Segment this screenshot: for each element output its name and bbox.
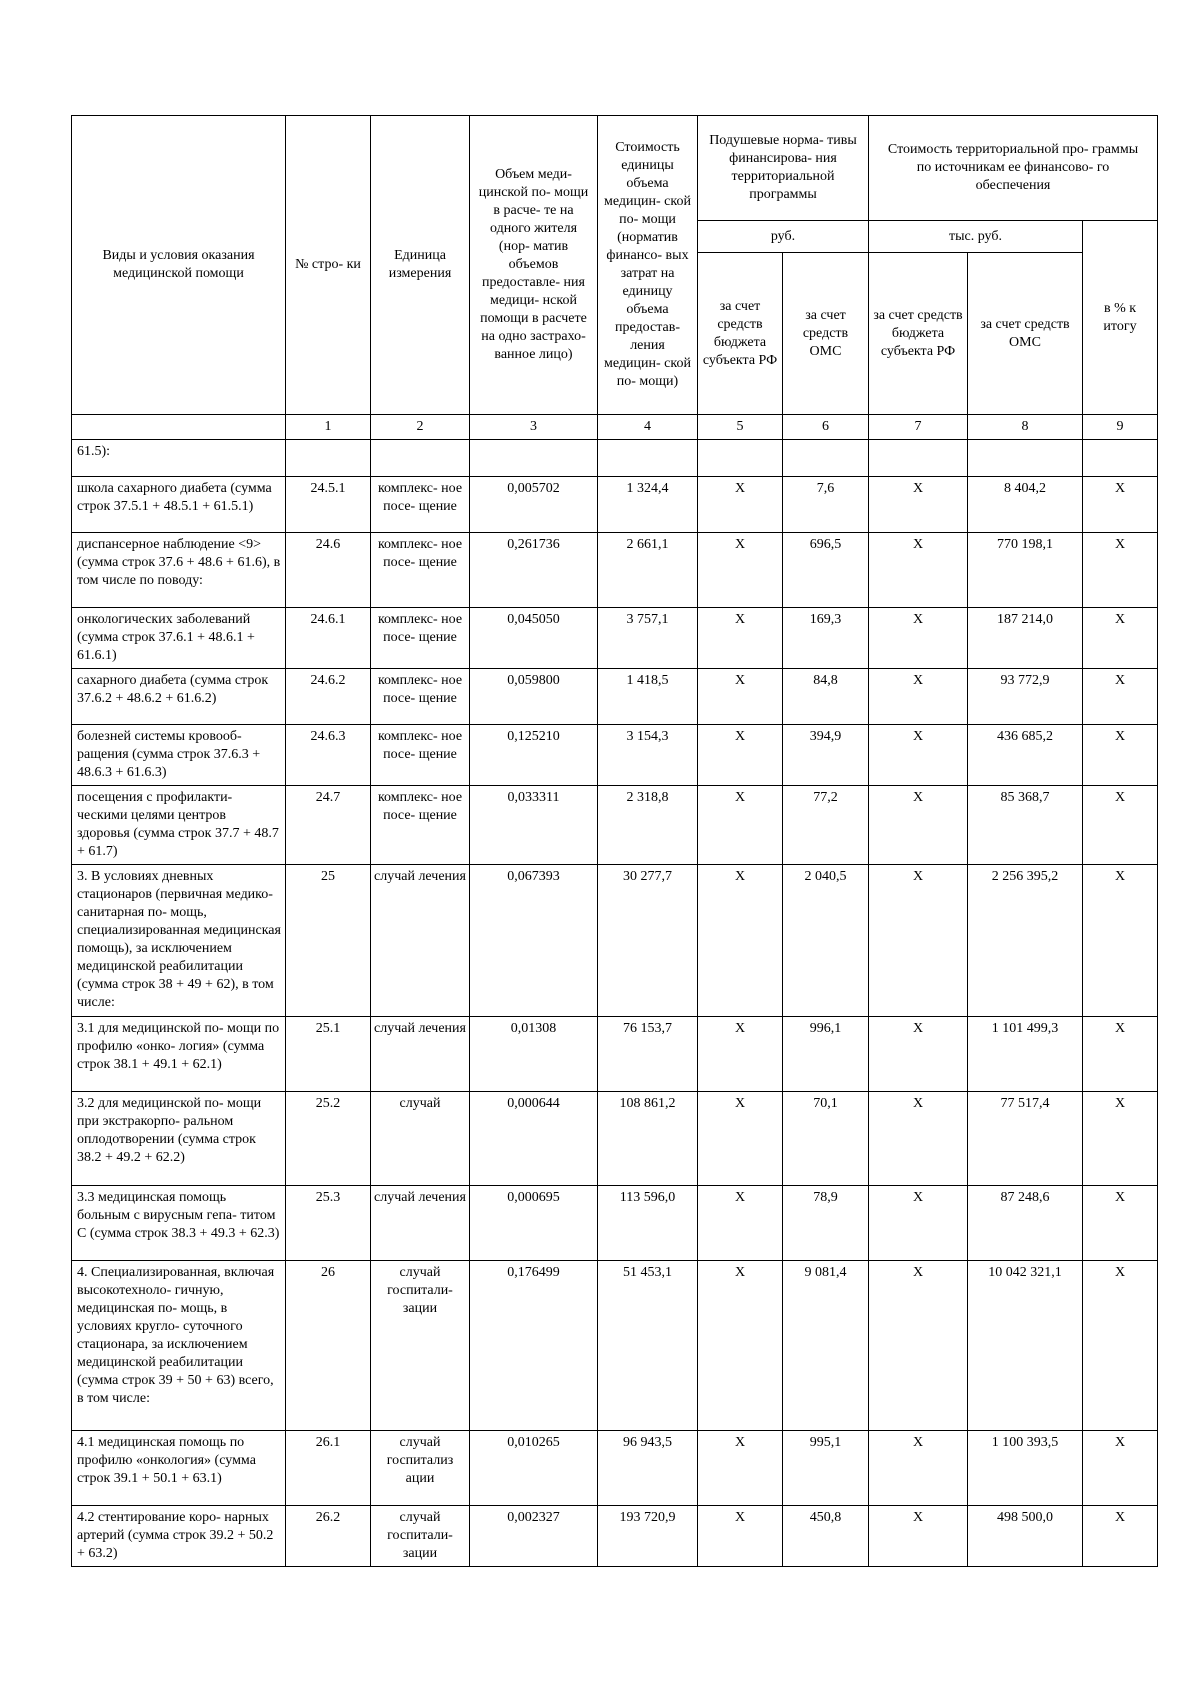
row-total-oms-cell: 87 248,6 <box>968 1186 1083 1261</box>
row-name-cell: 3. В условиях дневных стационаров (первичная медико-санитарная по- мощь, специализированная медицинская помощь), за исключением медицинской реабилитации (сумма строк 38 + 49 + 62), в том числе: <box>72 865 286 1017</box>
header-unit-rub: руб. <box>698 221 869 253</box>
table-row <box>72 1261 1158 1431</box>
row-name-cell: диспансерное наблюдение <9> (сумма строк 37.6 + 48.6 + 61.6), в том числе по поводу: <box>72 533 286 608</box>
row-unit-cell: комплекс- ное посе- щение <box>371 608 470 669</box>
row-volume-cell: 0,033311 <box>470 786 598 865</box>
column-number-cell: 6 <box>783 415 869 440</box>
row-total-budget-cell <box>869 440 968 477</box>
row-name-cell: 61.5): <box>72 440 286 477</box>
row-cost-cell: 96 943,5 <box>598 1431 698 1506</box>
row-percent-cell: Х <box>1083 1261 1158 1431</box>
row-total-oms-cell: 85 368,7 <box>968 786 1083 865</box>
column-number-cell: 4 <box>598 415 698 440</box>
row-percap-budget-cell: Х <box>698 533 783 608</box>
row-line-cell: 24.5.1 <box>286 477 371 533</box>
row-total-oms-cell: 498 500,0 <box>968 1506 1083 1567</box>
row-percap-budget-cell: Х <box>698 1186 783 1261</box>
row-volume-cell: 0,261736 <box>470 533 598 608</box>
row-total-budget-cell: Х <box>869 533 968 608</box>
column-number-cell: 8 <box>968 415 1083 440</box>
row-volume-cell: 0,067393 <box>470 865 598 1017</box>
row-percap-oms-cell: 9 081,4 <box>783 1261 869 1431</box>
row-total-budget-cell: Х <box>869 608 968 669</box>
row-total-oms-cell: 436 685,2 <box>968 725 1083 786</box>
column-number-cell: 9 <box>1083 415 1158 440</box>
row-total-budget-cell: Х <box>869 1431 968 1506</box>
row-total-budget-cell: Х <box>869 865 968 1017</box>
row-total-oms-cell: 77 517,4 <box>968 1092 1083 1186</box>
row-percap-budget-cell: Х <box>698 865 783 1017</box>
row-total-oms-cell: 1 100 393,5 <box>968 1431 1083 1506</box>
row-percap-budget-cell <box>698 440 783 477</box>
row-line-cell: 25 <box>286 865 371 1017</box>
header-volume: Объем меди- цинской по- мощи в расче- те на одного жителя (нор- матив объемов предоставле- ния медици- нской помощи в расчете на одно застрахо- ванное лицо) <box>470 116 598 415</box>
row-line-cell: 26.2 <box>286 1506 371 1567</box>
row-cost-cell: 1 418,5 <box>598 669 698 725</box>
row-percap-oms-cell: 696,5 <box>783 533 869 608</box>
row-percent-cell: Х <box>1083 865 1158 1017</box>
row-line-cell: 26 <box>286 1261 371 1431</box>
row-unit-cell: случай лечения <box>371 865 470 1017</box>
row-percent-cell <box>1083 440 1158 477</box>
row-percap-budget-cell: Х <box>698 1506 783 1567</box>
row-volume-cell: 0,01308 <box>470 1017 598 1092</box>
row-unit-cell: случай <box>371 1092 470 1186</box>
row-total-oms-cell: 93 772,9 <box>968 669 1083 725</box>
column-number-cell: 3 <box>470 415 598 440</box>
column-number-cell: 1 <box>286 415 371 440</box>
row-cost-cell: 76 153,7 <box>598 1017 698 1092</box>
row-unit-cell: случай лечения <box>371 1186 470 1261</box>
row-total-budget-cell: Х <box>869 477 968 533</box>
row-percent-cell: Х <box>1083 608 1158 669</box>
row-name-cell: сахарного диабета (сумма строк 37.6.2 + 48.6.2 + 61.6.2) <box>72 669 286 725</box>
table-body <box>72 415 1158 1567</box>
row-volume-cell <box>470 440 598 477</box>
row-percent-cell: Х <box>1083 669 1158 725</box>
row-volume-cell: 0,125210 <box>470 725 598 786</box>
row-cost-cell: 30 277,7 <box>598 865 698 1017</box>
row-percap-oms-cell: 394,9 <box>783 725 869 786</box>
header-percap-budget: за счет средств бюджета субъекта РФ <box>698 253 783 415</box>
row-line-cell: 25.1 <box>286 1017 371 1092</box>
row-percap-oms-cell: 78,9 <box>783 1186 869 1261</box>
financing-table <box>71 115 1158 1567</box>
row-line-cell: 24.6.3 <box>286 725 371 786</box>
row-name-cell: 4.1 медицинская помощь по профилю «онкология» (сумма строк 39.1 + 50.1 + 63.1) <box>72 1431 286 1506</box>
row-cost-cell: 3 757,1 <box>598 608 698 669</box>
row-line-cell: 26.1 <box>286 1431 371 1506</box>
row-total-budget-cell: Х <box>869 1506 968 1567</box>
row-percent-cell: Х <box>1083 1017 1158 1092</box>
table-row <box>72 1506 1158 1567</box>
row-name-cell: 4. Специализированная, включая высокотехноло- гичную, медицинская по- мощь, в условиях кругло- суточного стационара, за исключением медицинской реабилитации (сумма строк 39 + 50 + 63) всего, в том числе: <box>72 1261 286 1431</box>
row-volume-cell: 0,045050 <box>470 608 598 669</box>
row-line-cell: 24.6.2 <box>286 669 371 725</box>
row-percap-oms-cell: 169,3 <box>783 608 869 669</box>
row-cost-cell: 2 318,8 <box>598 786 698 865</box>
row-percap-budget-cell: Х <box>698 669 783 725</box>
row-total-budget-cell: Х <box>869 725 968 786</box>
table-row <box>72 477 1158 533</box>
row-percent-cell: Х <box>1083 786 1158 865</box>
row-total-budget-cell: Х <box>869 1092 968 1186</box>
row-volume-cell: 0,000695 <box>470 1186 598 1261</box>
row-line-cell: 25.2 <box>286 1092 371 1186</box>
header-unit-thousand-rub: тыс. руб. <box>869 221 1083 253</box>
table-row <box>72 533 1158 608</box>
row-unit-cell: комплекс- ное посе- щение <box>371 725 470 786</box>
row-cost-cell: 113 596,0 <box>598 1186 698 1261</box>
row-total-oms-cell: 10 042 321,1 <box>968 1261 1083 1431</box>
table-row <box>72 669 1158 725</box>
row-total-oms-cell: 770 198,1 <box>968 533 1083 608</box>
row-percent-cell: Х <box>1083 1186 1158 1261</box>
row-total-budget-cell: Х <box>869 669 968 725</box>
row-volume-cell: 0,176499 <box>470 1261 598 1431</box>
row-percap-budget-cell: Х <box>698 1092 783 1186</box>
row-name-cell: 3.1 для медицинской по- мощи по профилю «онко- логия» (сумма строк 38.1 + 49.1 + 62.1) <box>72 1017 286 1092</box>
row-name-cell: 3.3 медицинская помощь больным с вирусным гепа- титом С (сумма строк 38.3 + 49.3 + 62.3) <box>72 1186 286 1261</box>
row-cost-cell: 51 453,1 <box>598 1261 698 1431</box>
table-row <box>72 786 1158 865</box>
row-total-budget-cell: Х <box>869 1017 968 1092</box>
row-percap-oms-cell: 450,8 <box>783 1506 869 1567</box>
row-percent-cell: Х <box>1083 1092 1158 1186</box>
header-total-budget: за счет средств бюджета субъекта РФ <box>869 253 968 415</box>
row-percap-budget-cell: Х <box>698 608 783 669</box>
table-row <box>72 1186 1158 1261</box>
table-row <box>72 1092 1158 1186</box>
row-unit-cell <box>371 440 470 477</box>
row-percap-oms-cell: 2 040,5 <box>783 865 869 1017</box>
table-row <box>72 865 1158 1017</box>
row-percent-cell: Х <box>1083 1506 1158 1567</box>
row-volume-cell: 0,059800 <box>470 669 598 725</box>
row-total-oms-cell: 8 404,2 <box>968 477 1083 533</box>
header-percent-of-total: в % к итогу <box>1083 221 1158 415</box>
row-unit-cell: случай госпитали- зации <box>371 1506 470 1567</box>
row-volume-cell: 0,000644 <box>470 1092 598 1186</box>
table-row <box>72 440 1158 477</box>
column-number-cell: 2 <box>371 415 470 440</box>
row-total-oms-cell: 2 256 395,2 <box>968 865 1083 1017</box>
row-percap-budget-cell: Х <box>698 1261 783 1431</box>
row-line-cell: 24.7 <box>286 786 371 865</box>
row-cost-cell: 193 720,9 <box>598 1506 698 1567</box>
row-total-oms-cell: 187 214,0 <box>968 608 1083 669</box>
row-percent-cell: Х <box>1083 533 1158 608</box>
row-percent-cell: Х <box>1083 1431 1158 1506</box>
row-volume-cell: 0,005702 <box>470 477 598 533</box>
header-unit: Единица измерения <box>371 116 470 415</box>
row-name-cell: болезней системы кровооб- ращения (сумма строк 37.6.3 + 48.6.3 + 61.6.3) <box>72 725 286 786</box>
row-volume-cell: 0,010265 <box>470 1431 598 1506</box>
row-line-cell <box>286 440 371 477</box>
row-percap-oms-cell: 7,6 <box>783 477 869 533</box>
table-row <box>72 608 1158 669</box>
row-unit-cell: случай госпитализ ации <box>371 1431 470 1506</box>
row-volume-cell: 0,002327 <box>470 1506 598 1567</box>
column-number-row <box>72 415 1158 440</box>
row-percap-budget-cell: Х <box>698 477 783 533</box>
row-name-cell: посещения с профилакти- ческими целями центров здоровья (сумма строк 37.7 + 48.7 + 61.7) <box>72 786 286 865</box>
row-total-oms-cell: 1 101 499,3 <box>968 1017 1083 1092</box>
row-percap-oms-cell: 995,1 <box>783 1431 869 1506</box>
row-unit-cell: случай госпитали- зации <box>371 1261 470 1431</box>
row-percap-oms-cell: 70,1 <box>783 1092 869 1186</box>
row-total-budget-cell: Х <box>869 786 968 865</box>
column-number-cell: 5 <box>698 415 783 440</box>
row-percent-cell: Х <box>1083 725 1158 786</box>
row-percap-budget-cell: Х <box>698 1431 783 1506</box>
row-name-cell: 3.2 для медицинской по- мощи при экстракорпо- ральном оплодотворении (сумма строк 38.2 + 49.2 + 62.2) <box>72 1092 286 1186</box>
row-name-cell: школа сахарного диабета (сумма строк 37.5.1 + 48.5.1 + 61.5.1) <box>72 477 286 533</box>
table-row <box>72 1431 1158 1506</box>
row-percap-oms-cell: 77,2 <box>783 786 869 865</box>
row-unit-cell: комплекс- ное посе- щение <box>371 533 470 608</box>
table-header <box>72 116 1158 415</box>
row-cost-cell: 3 154,3 <box>598 725 698 786</box>
header-total-cost-group: Стоимость территориальной про- граммы по источникам ее финансово- го обеспечения <box>869 116 1158 221</box>
header-percap-oms: за счет средств ОМС <box>783 253 869 415</box>
row-total-budget-cell: Х <box>869 1186 968 1261</box>
row-cost-cell: 108 861,2 <box>598 1092 698 1186</box>
row-unit-cell: комплекс- ное посе- щение <box>371 669 470 725</box>
header-unit-cost: Стоимость единицы объема медицин- ской по- мощи (норматив финансо- вых затрат на единицу объема предостав- ления медицин- ской по- мощи) <box>598 116 698 415</box>
row-name-cell: онкологических заболеваний (сумма строк 37.6.1 + 48.6.1 + 61.6.1) <box>72 608 286 669</box>
row-percap-oms-cell: 996,1 <box>783 1017 869 1092</box>
row-line-cell: 24.6.1 <box>286 608 371 669</box>
row-line-cell: 25.3 <box>286 1186 371 1261</box>
row-percap-oms-cell: 84,8 <box>783 669 869 725</box>
row-unit-cell: комплекс- ное посе- щение <box>371 477 470 533</box>
row-line-cell: 24.6 <box>286 533 371 608</box>
table-row <box>72 1017 1158 1092</box>
column-number-cell <box>72 415 286 440</box>
row-percent-cell: Х <box>1083 477 1158 533</box>
header-total-oms: за счет средств ОМС <box>968 253 1083 415</box>
row-percap-budget-cell: Х <box>698 786 783 865</box>
row-unit-cell: случай лечения <box>371 1017 470 1092</box>
row-unit-cell: комплекс- ное посе- щение <box>371 786 470 865</box>
header-type-conditions: Виды и условия оказания медицинской помощи <box>72 116 286 415</box>
row-percap-budget-cell: Х <box>698 725 783 786</box>
row-cost-cell: 2 661,1 <box>598 533 698 608</box>
header-line-number: № стро- ки <box>286 116 371 415</box>
row-percap-oms-cell <box>783 440 869 477</box>
table-row <box>72 725 1158 786</box>
row-name-cell: 4.2 стентирование коро- нарных артерий (сумма строк 39.2 + 50.2 + 63.2) <box>72 1506 286 1567</box>
row-total-oms-cell <box>968 440 1083 477</box>
row-cost-cell: 1 324,4 <box>598 477 698 533</box>
header-per-capita-group: Подушевые норма- тивы финансирова- ния территориальной программы <box>698 116 869 221</box>
column-number-cell: 7 <box>869 415 968 440</box>
row-cost-cell <box>598 440 698 477</box>
row-total-budget-cell: Х <box>869 1261 968 1431</box>
row-percap-budget-cell: Х <box>698 1017 783 1092</box>
